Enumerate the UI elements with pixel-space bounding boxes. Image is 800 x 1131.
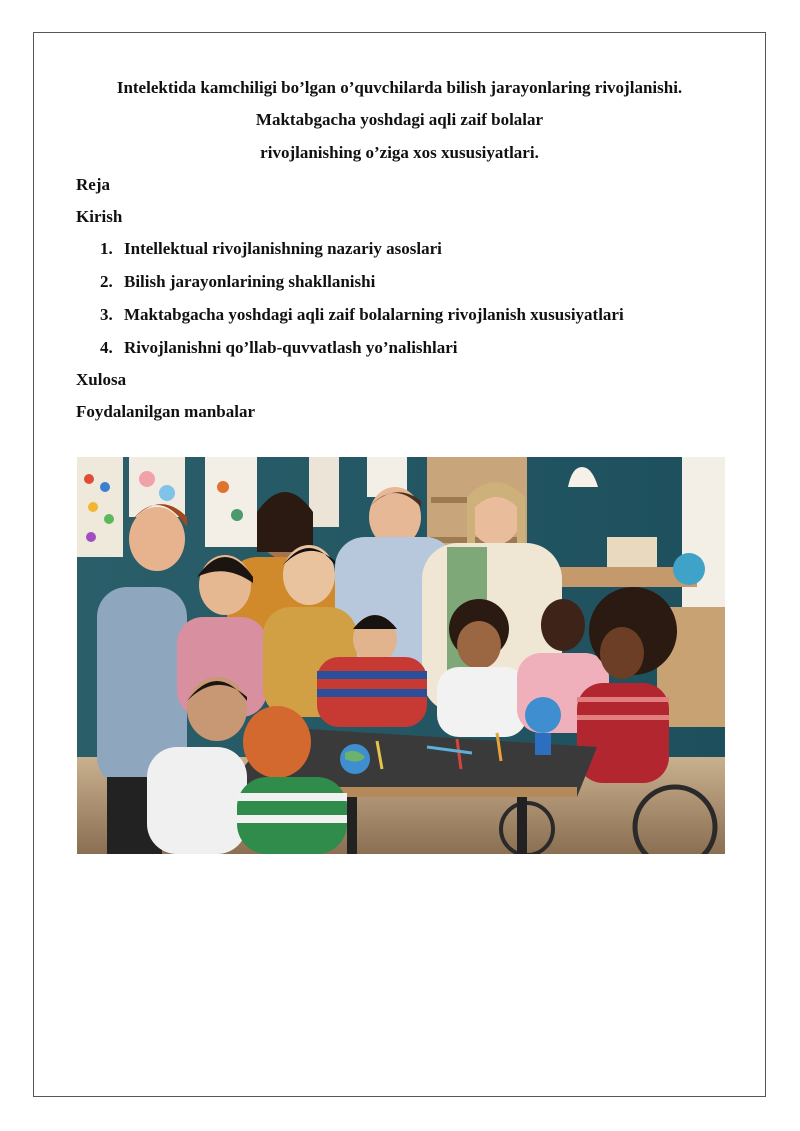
- plan-item: [100, 239, 624, 272]
- plan-item: [100, 338, 624, 371]
- plan-item: [100, 305, 624, 338]
- plan-item-number: 2.: [100, 272, 113, 291]
- plan-item-text: Maktabgacha yoshdagi aqli zaif bolalarning rivojlanish xususiyatlari: [124, 305, 624, 324]
- plan-item-number: 1.: [100, 239, 113, 258]
- plan-list: [100, 239, 624, 371]
- plan-item-text: Bilish jarayonlarining shakllanishi: [124, 272, 376, 291]
- classroom-photo: [77, 457, 725, 854]
- plan-item-number: 3.: [100, 305, 113, 324]
- document-title-line-2: Maktabgacha yoshdagi aqli zaif bolalar: [255, 110, 544, 129]
- document-title-line-1: Intelektida kamchiligi bo’lgan o’quvchilarda bilish jarayonlaring rivojlanishi.: [116, 78, 683, 97]
- sources-heading: Foydalanilgan manbalar: [76, 402, 256, 421]
- plan-heading: Reja: [76, 175, 110, 194]
- plan-item: [100, 272, 624, 305]
- conclusion-heading: Xulosa: [76, 370, 127, 389]
- intro-heading: Kirish: [76, 207, 123, 226]
- plan-item-number: 4.: [100, 338, 113, 357]
- plan-item-text: Intellektual rivojlanishning nazariy asoslari: [124, 239, 442, 258]
- document-title-line-3: rivojlanishing o’ziga xos xususiyatlari.: [260, 143, 539, 162]
- plan-item-text: Rivojlanishni qo’llab-quvvatlash yo’nalishlari: [124, 338, 458, 357]
